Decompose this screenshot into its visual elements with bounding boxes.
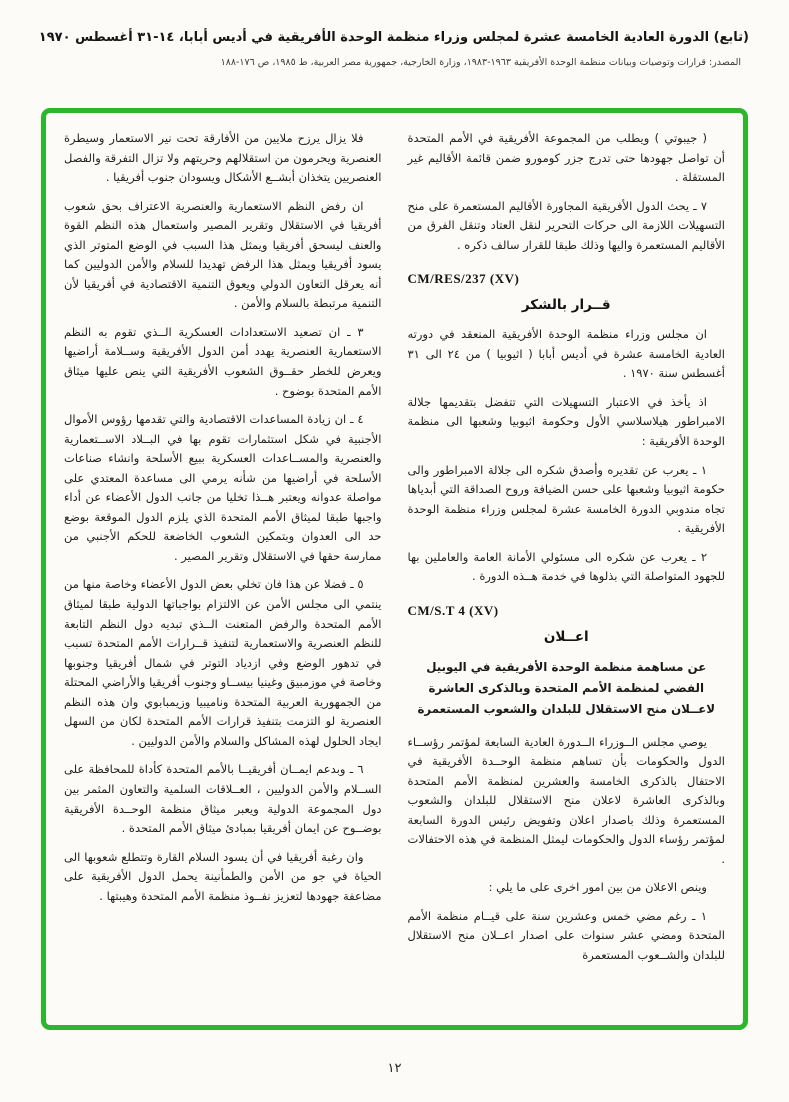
column-left [64, 129, 382, 1011]
paragraph: ٥ ـ فضلا عن هذا فان تخلي بعض الدول الأعضاء وخاصة منها من ينتمي الى مجلس الأمن عن الالتزام بواجباتها الدولية طبقا لميثاق الأمم المتحدة والرفض المتعنت الــذي تبديه دول النظم التابعة للنظم العنصرية والاستعمارية لتنفيذ قــرارات الأمم المتحدة تسبب في تدهور الوضع وفي ازدياد التوتر في شمال أفريقيا وجنوبها وخاصة في موزمبيق وغينيا بيســاو وجنوب أفريقيا والأراضي المحتلة من الجمهورية العربية المتحدة وناميبيا وزيمبابوي وان هذه النظم العنصرية لو التزمت بتنفيذ قرارات الأمم المتحدة لكان من السهل ايجاد الحلول لهذه المشاكل والسلام والأمن الدوليين . [64, 577, 382, 748]
paragraph: ٤ ـ ان زيادة المساعدات الاقتصادية والتي تقدمها رؤوس الأموال الأجنبية في شكل استثمارات تقوم بها في البــلاد الاســتعمارية والعنصرية والمســاعدات العسكرية ببيع الأسلحة وانشاء صناعات الأسلحة في أراضيها من شأنه يرمي الى مساعدة المعتدي على مواصلة عدوانه ويعتبر هــذا تخليا من جانب الدول الأعضاء عن أداء واجبها طبقا لميثاق الأمم المتحدة الذي يلزم الدول الموقعة بوضع حد الى العدوان وبتمكين الشعوب الخاضعة للحكم الأجنبي من ممارسة حقها في الاستقلال وتقرير المصير . [64, 412, 382, 563]
column-right [408, 129, 726, 1011]
source-citation: المصدر: قرارات وتوصيات وبيانات منظمة الوحدة الأفريقية ١٩٦٣-١٩٨٣، وزارة الخارجية، جمهورية مصر العربية، ط ١٩٨٥، ص ١٧٦-١٨٨ [220, 57, 741, 68]
paragraph: ٣ ـ ان تصعيد الاستعدادات العسكرية الــذي تقوم به النظم الاستعمارية العنصرية يهدد أمن الدول الأفريقية وســلامة أراضيها ويعرض للخطر حقــوق الشعوب الأفريقية التي ينص عليها ميثاق الأمم المتحدة بوضوح . [64, 324, 382, 398]
paragraph: ٢ ـ يعرب عن شكره الى مسئولي الأمانة العامة والعاملين بها للجهود المتواصلة التي بذلوها في خدمة هــذه الدورة . [407, 549, 725, 584]
section-heading-declaration: اعــلان [543, 628, 589, 645]
paragraph: وينص الاعلان من بين امور اخرى على ما يلي : [488, 880, 707, 895]
paragraph: اذ يأخذ في الاعتبار التسهيلات التي تتفضل بتقديمها جلالة الامبراطور هيلاسلاسي الأول وحكومة اثيوبيا وشعبها الى منظمة الوحدة الأفريقية : [407, 394, 725, 449]
paragraph: ٧ ـ يحث الدول الأفريقية المجاورة الأقاليم المستعمرة على منح التسهيلات اللازمة الى حركات التحرير لنقل العتاد وتنقل الفرق من الأقاليم المستعمرة واليها وذلك طبقا للقرار سالف ذكره . [407, 198, 725, 252]
document-frame [41, 108, 748, 1030]
resolution-code: CM/RES/237 (XV) [407, 271, 520, 287]
paragraph: وان رغبة أفريقيا في أن يسود السلام القارة وتتطلع شعوبها الى الحياة في جو من الأمن والطمأنينة يحمل الدول الأفريقية على مضاعفة جهودها لتعزيز نفــوذ منظمة الأمم المتحدة وهيبتها . [64, 849, 382, 903]
declaration-subtitle: عن مساهمة منظمة الوحدة الأفريقية في اليوبيل الفضي لمنظمة الأمم المتحدة وبالذكرى العاشرة لاعــلان منح الاستقلال للبلدان والشعوب المستعمرة [417, 659, 716, 717]
paragraph: فلا يزال يرزح ملايين من الأفارقة تحت نير الاستعمار وسيطرة العنصرية ويحرمون من استقلالهم وحريتهم ولا تزال التفرقة والفصل العنصريين يتخذان أبشــع الأشكال ويسودان جنوب أفريقيا . [64, 131, 382, 185]
paragraph: ١ ـ يعرب عن تقديره وأصدق شكره الى جلالة الامبراطور والى حكومة اثيوبيا وشعبها على حسن الضيافة وروح الصداقة التي أبدياها تجاه مندوبي الدورة الخامسة عشرة لمجلس وزراء منظمة الوحدة الأفريقية . [407, 462, 725, 536]
paragraph: ان مجلس وزراء منظمة الوحدة الأفريقية المنعقد في دورته العادية الخامسة عشرة في أديس أبابا ( اثيوبيا ) من ٢٤ الى ٣١ أغسطس سنة ١٩٧٠ . [407, 327, 725, 381]
page-number: ١٢ [387, 1061, 402, 1076]
paragraph: ( جيبوتي ) ويطلب من المجموعة الأفريقية في الأمم المتحدة أن تواصل جهودها حتى تدرج جزر كومورو ضمن قائمة الأقاليم غير المستقلة . [407, 131, 725, 185]
section-heading-thanks: قــرار بالشكر [521, 297, 611, 314]
document-header: (تابع) الدورة العادية الخامسة عشرة لمجلس وزراء منظمة الوحدة الأفريقية في أديس أبابا، ١٤-٣١ أغسطس ١٩٧٠ [38, 30, 749, 45]
paragraph: ان رفض النظم الاستعمارية والعنصرية الاعتراف بحق شعوب أفريقيا في الاستقلال وتقرير المصير واستعمال هذه النظم القوة والعنف ليسحق أفريقيا ويمثل هذا السبب في الوضع المتوتر الذي يسود أفريقيا ويمثل هذا الرفض تهديدا للسلام والأمن الدوليين كما أنه يعرقل التعاون الدولي ويعوق التنمية الاقتصادية في أفريقيا لأن التنمية مرتبطة بالسلام والأمن . [64, 198, 382, 311]
declaration-code: CM/S.T 4 (XV) [407, 602, 499, 618]
paragraph: ٦ ـ وبدعم ايمــان أفريقيــا بالأمم المتحدة كأداة للمحافظة على الســلام والأمن الدوليين ، العــلاقات السلمية والتعاون المثمر بين دول المجموعة الدولية ويعبر ميثاق منظمة الوحــدة الأفريقية بوضــوح عن ايمان أفريقيا بمبادئ ميثاق الأمم المتحدة . [64, 762, 382, 836]
paragraph: ١ ـ رغم مضي خمس وعشرين سنة على قيــام منظمة الأمم المتحدة ومضي عشر سنوات على اصدار اعــلان منح الاستقلال للبلدان والشــعوب المستعمرة [407, 908, 725, 963]
paragraph: يوصي مجلس الــوزراء الــدورة العادية السابعة لمؤتمر رؤســاء الدول والحكومات بأن تساهم منظمة الوحــدة الأفريقية في الاحتفال بالذكرى الخامسة والعشرين لمنظمة الأمم المتحدة وبالذكرى العاشرة لاعلان منح الاستقلال للبلدان والشعوب المستعمرة وذلك باصدار اعلان وتفويض رئيس الدورة السابعة لمؤتمر رؤساء الدول والحكومات ليمثل المنظمة في هذه الاحتفالات . [407, 734, 725, 866]
text-columns [64, 129, 725, 1011]
